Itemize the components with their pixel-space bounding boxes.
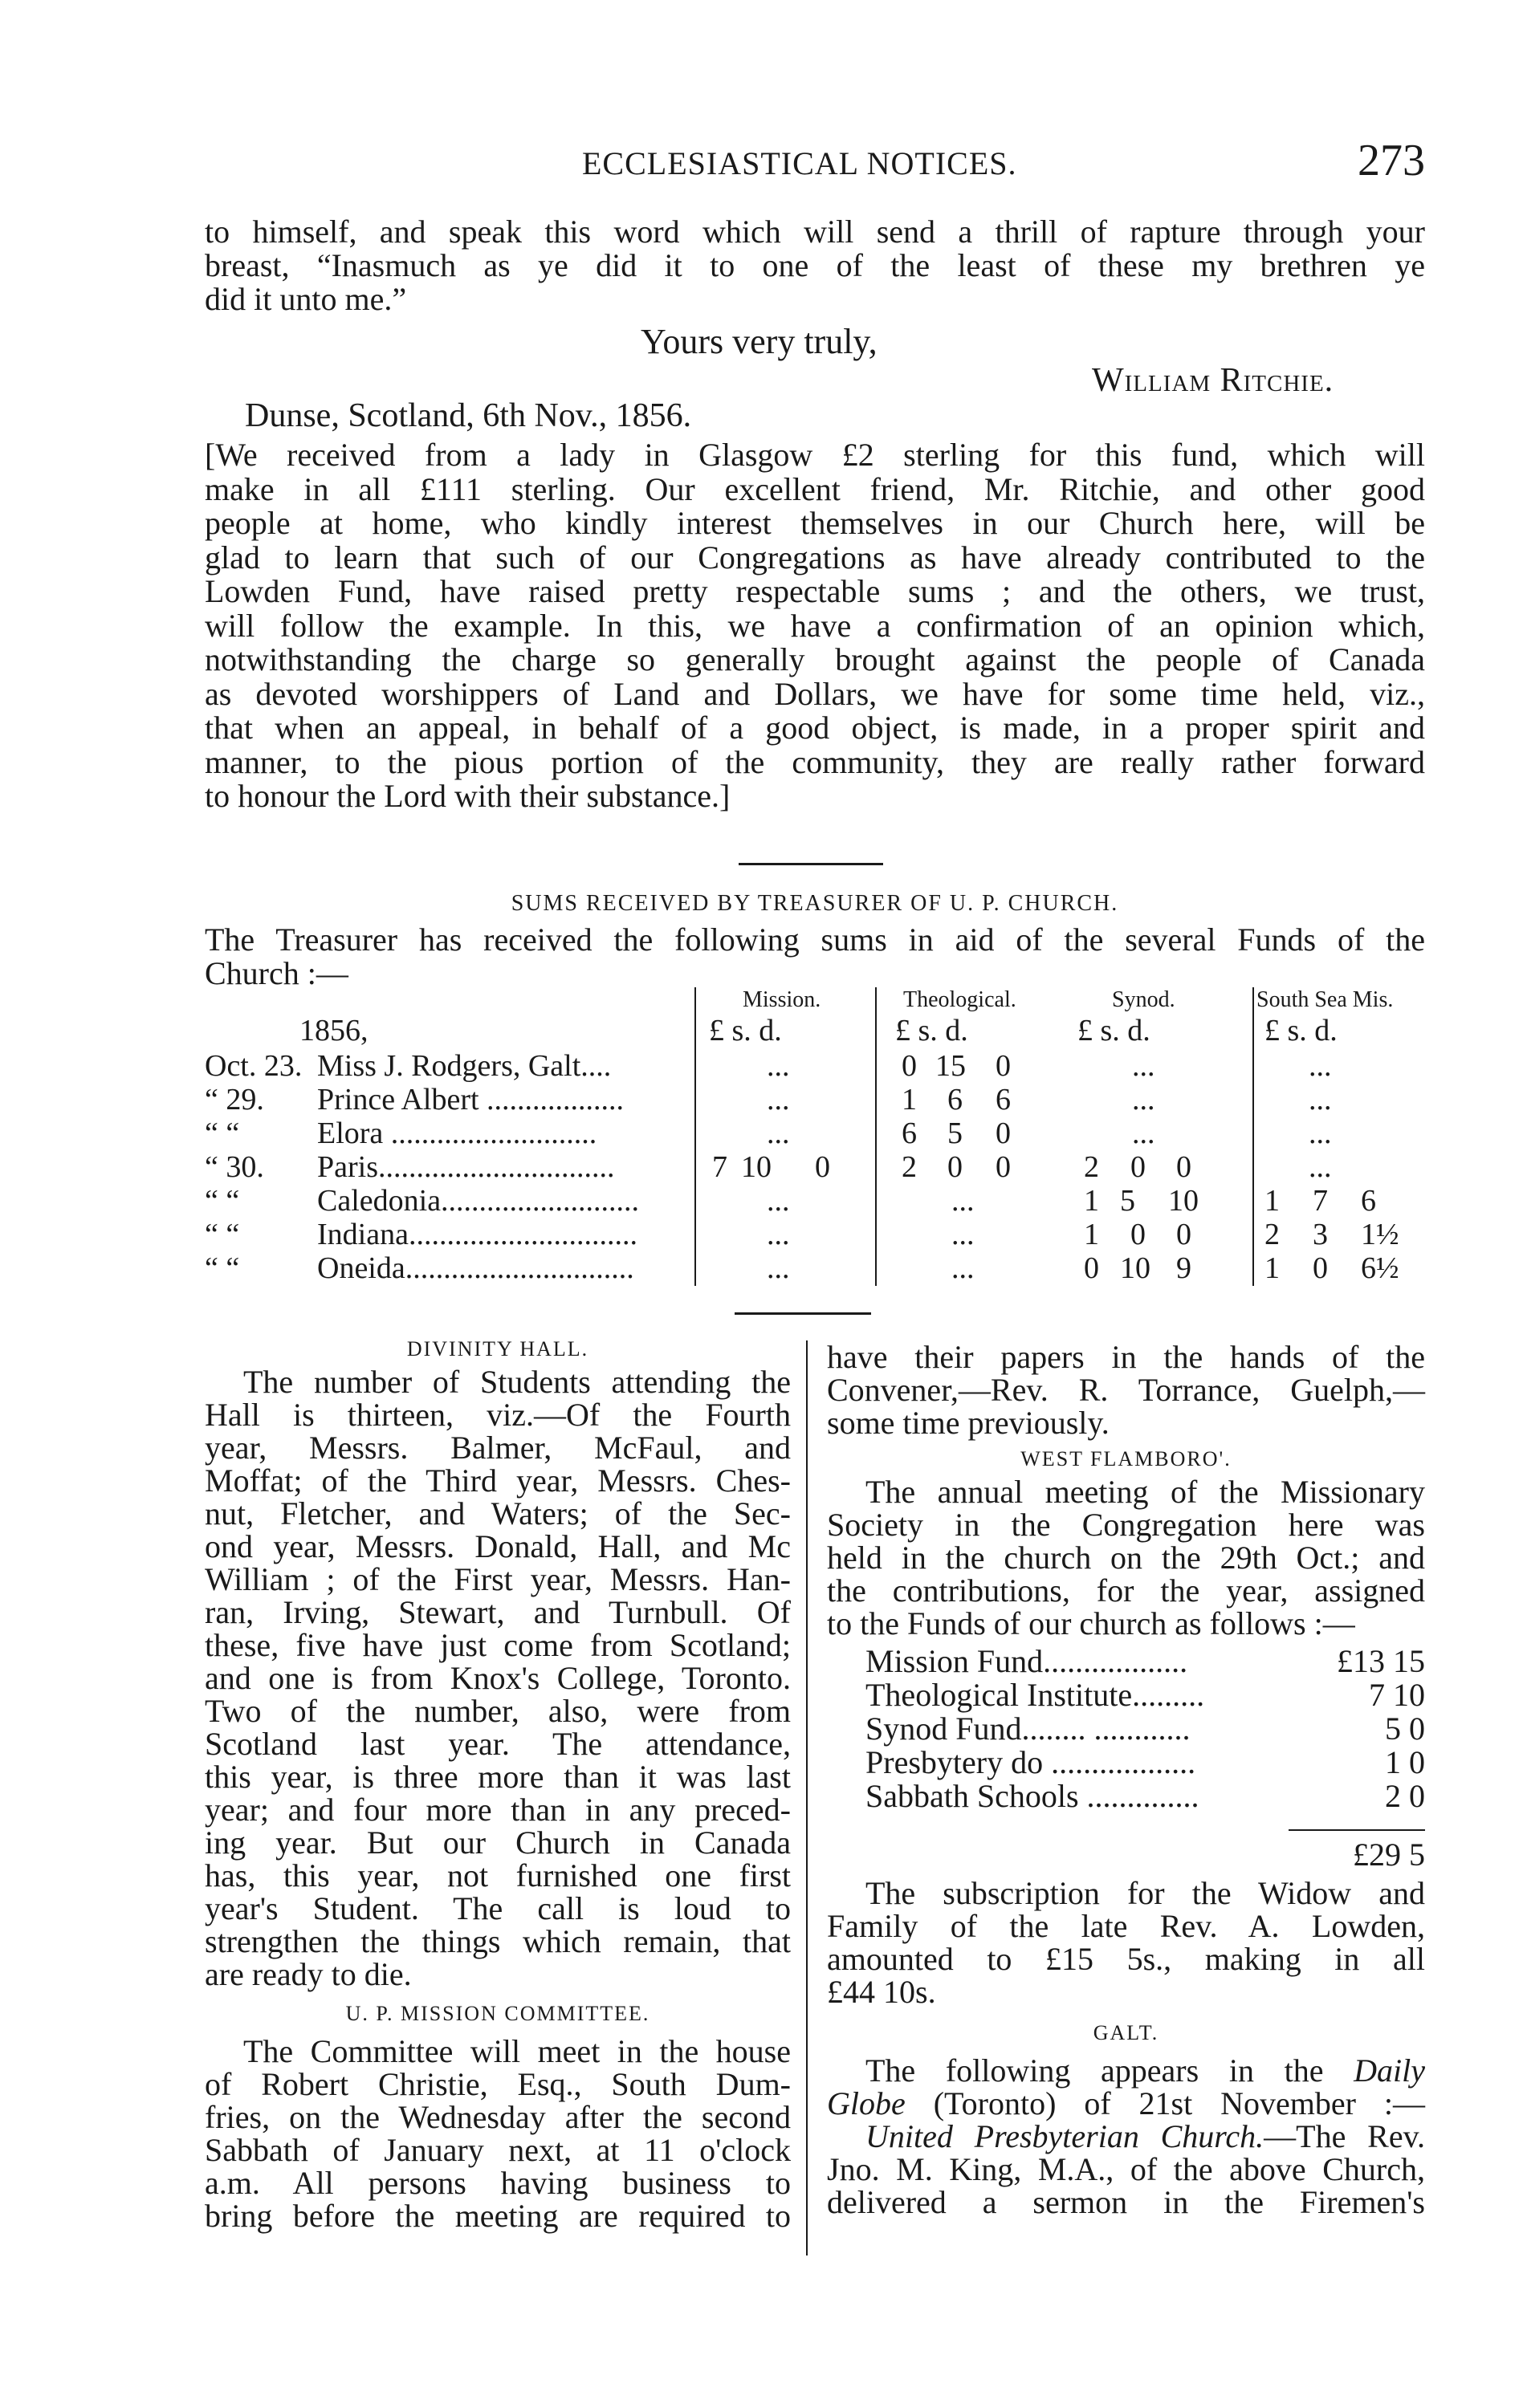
galt-line bbox=[827, 2120, 1425, 2153]
editor-note-line: that when an appeal, in behalf of a good object, is made, in a proper spirit and bbox=[205, 710, 1425, 746]
row-date: “ 29. bbox=[205, 1083, 264, 1117]
synod-value: ... bbox=[1132, 1117, 1155, 1150]
letter-dateline: Dunse, Scotland, 6th Nov., 1856. bbox=[245, 397, 692, 434]
theological-value: ... bbox=[951, 1251, 975, 1285]
table-row bbox=[205, 1217, 1425, 1252]
editor-note-line: as devoted worshippers of Land and Dollars, we have for some time held, viz., bbox=[205, 675, 1425, 712]
theological-pounds: 0 bbox=[902, 1049, 917, 1083]
column-header-synod: Synod. bbox=[1112, 987, 1175, 1012]
editor-note-line: make in all £111 sterling. Our excellent friend, Mr. Ritchie, and other good bbox=[205, 470, 1425, 507]
theological-shillings: 0 bbox=[947, 1150, 963, 1184]
theological-pounds: 2 bbox=[902, 1150, 917, 1184]
synod-value: ... bbox=[1132, 1049, 1155, 1083]
section-rule bbox=[739, 863, 883, 865]
divinity-hall-line: Moffat; of the Third year, Messrs. Ches- bbox=[205, 1462, 791, 1499]
column-header-south-sea: South Sea Mis. bbox=[1256, 987, 1394, 1012]
mission-value: ... bbox=[767, 1049, 790, 1083]
newspaper-name: Daily bbox=[1354, 2052, 1425, 2089]
letter-line: breast, “Inasmuch as ye did it to one of the least of these my brethren ye bbox=[205, 247, 1425, 283]
synod-pence: 9 bbox=[1176, 1251, 1191, 1285]
row-name: Caledonia.......................... bbox=[317, 1184, 640, 1218]
mission-pence: 0 bbox=[815, 1150, 830, 1184]
synod-pounds: 0 bbox=[1084, 1251, 1099, 1285]
theological-pence: 0 bbox=[996, 1049, 1011, 1083]
south-sea-value: ... bbox=[1309, 1150, 1332, 1184]
west-flamboro-line: to the Funds of our church as follows :— bbox=[827, 1605, 1355, 1641]
page-header bbox=[205, 135, 1425, 191]
divinity-hall-line: strengthen the things which remain, that bbox=[205, 1923, 791, 1959]
table-row bbox=[205, 1251, 1425, 1286]
table-row bbox=[205, 1048, 1425, 1084]
table-row bbox=[205, 1149, 1425, 1185]
newspaper-name: Globe bbox=[827, 2085, 906, 2121]
letter-closing: Yours very truly, bbox=[641, 322, 878, 361]
table-row bbox=[205, 1116, 1425, 1151]
editor-note bbox=[205, 438, 1425, 814]
theological-value: ... bbox=[951, 1218, 975, 1251]
right-column-line: Convener,—Rev. R. Torrance, Guelph,— bbox=[827, 1372, 1425, 1408]
editor-note-line: glad to learn that such of our Congregations as have already contributed to the bbox=[205, 539, 1425, 576]
row-date: Oct. 23. bbox=[205, 1049, 303, 1083]
letter-text bbox=[205, 215, 1425, 316]
editor-note-line: manner, to the pious portion of the community, they are really rather forward bbox=[205, 743, 1425, 780]
sums-heading: SUMS RECEIVED BY TREASURER OF U. P. CHURCH. bbox=[511, 891, 1119, 916]
synod-pence: 10 bbox=[1168, 1184, 1199, 1218]
divinity-hall-line: year; and four more than in any preced- bbox=[205, 1792, 791, 1828]
divinity-hall-line: this year, is three more than it was last bbox=[205, 1759, 791, 1795]
contribution-label: Theological Institute......... bbox=[865, 1677, 1205, 1713]
synod-pence: 0 bbox=[1176, 1218, 1191, 1251]
divinity-hall-line: ing year. But our Church in Canada bbox=[205, 1824, 791, 1861]
editor-note-line: will follow the example. In this, we have a confirmation of an opinion which, bbox=[205, 607, 1425, 644]
divinity-hall-line: Hall is thirteen, viz.—Of the Fourth bbox=[205, 1397, 791, 1433]
south-sea-pence: 1½ bbox=[1361, 1218, 1399, 1251]
left-column bbox=[205, 1332, 791, 2232]
editor-note-line: notwithstanding the charge so generally brought against the people of Canada bbox=[205, 641, 1425, 677]
south-sea-pence: 6½ bbox=[1361, 1251, 1399, 1285]
row-name: Indiana.............................. bbox=[317, 1218, 637, 1251]
divinity-hall-line: has, this year, not furnished one first bbox=[205, 1857, 791, 1893]
column-header-theological: Theological. bbox=[903, 987, 1016, 1012]
divinity-hall-line: ran, Irving, Stewart, and Turnbull. Of bbox=[205, 1594, 791, 1630]
row-name: Oneida.............................. bbox=[317, 1251, 634, 1285]
table-year: 1856, bbox=[299, 1014, 369, 1047]
divinity-hall-line: William ; of the First year, Messrs. Han- bbox=[205, 1561, 791, 1597]
mission-committee-line: a.m. All persons having business to bbox=[205, 2165, 791, 2201]
right-column-line: some time previously. bbox=[827, 1405, 1110, 1441]
south-sea-pounds: 1 bbox=[1264, 1184, 1280, 1218]
galt-heading: GALT. bbox=[1093, 2021, 1159, 2044]
row-name: Elora ........................... bbox=[317, 1117, 597, 1150]
sums-intro-line: Church :— bbox=[205, 955, 348, 991]
mission-value: ... bbox=[767, 1251, 790, 1285]
synod-shillings: 10 bbox=[1120, 1251, 1150, 1285]
divinity-hall-line: these, five have just come from Scotland; bbox=[205, 1627, 791, 1663]
mission-committee-heading: U. P. MISSION COMMITTEE. bbox=[345, 2002, 650, 2025]
theological-pence: 0 bbox=[996, 1117, 1011, 1150]
column-divider bbox=[806, 1340, 808, 2255]
editor-note-line: to honour the Lord with their substance.] bbox=[205, 778, 731, 814]
running-head: ECCLESIASTICAL NOTICES. bbox=[582, 145, 1017, 181]
divinity-hall-line: Two of the number, also, were from bbox=[205, 1693, 791, 1729]
column-units-south-sea: £ s. d. bbox=[1264, 1014, 1338, 1047]
right-column bbox=[827, 1340, 1425, 2219]
theological-shillings: 5 bbox=[947, 1117, 963, 1150]
galt-line: Jno. M. King, M.A., of the above Church, bbox=[827, 2151, 1425, 2187]
contribution-amount: 7 10 bbox=[1369, 1677, 1425, 1713]
mission-shillings: 10 bbox=[741, 1150, 772, 1184]
row-date: “ “ bbox=[205, 1117, 240, 1150]
mission-committee-line: The Committee will meet in the house bbox=[243, 2033, 791, 2069]
galt-line: delivered a sermon in the Firemen's bbox=[827, 2184, 1425, 2220]
south-sea-shillings: 7 bbox=[1313, 1184, 1328, 1218]
galt-text: (Toronto) of 21st November :— bbox=[933, 2085, 1426, 2121]
row-date: “ “ bbox=[205, 1251, 240, 1285]
galt-text: —The Rev. bbox=[1264, 2118, 1425, 2154]
editor-note-line: [We received from a lady in Glasgow £2 sterling for this fund, which will bbox=[205, 437, 1425, 473]
synod-pounds: 2 bbox=[1084, 1150, 1099, 1184]
contributions-total: £29 5 bbox=[1353, 1837, 1425, 1873]
theological-pounds: 1 bbox=[902, 1083, 917, 1117]
editor-note-line: Lowden Fund, have raised pretty respectable sums ; and the others, we trust, bbox=[205, 573, 1425, 609]
mission-value: ... bbox=[767, 1117, 790, 1150]
right-column-line: have their papers in the hands of the bbox=[827, 1339, 1425, 1375]
south-sea-value: ... bbox=[1309, 1083, 1332, 1117]
mission-committee-line: of Robert Christie, Esq., South Dum- bbox=[205, 2066, 791, 2102]
table-row bbox=[205, 1082, 1425, 1117]
theological-pence: 6 bbox=[996, 1083, 1011, 1117]
column-header-mission: Mission. bbox=[743, 987, 821, 1012]
contribution-amount: £13 15 bbox=[1337, 1643, 1425, 1679]
west-flamboro-line: Society in the Congregation here was bbox=[827, 1507, 1425, 1543]
table-row bbox=[205, 1183, 1425, 1218]
contribution-amount: 2 0 bbox=[1385, 1778, 1425, 1814]
synod-shillings: 0 bbox=[1130, 1150, 1146, 1184]
west-flamboro-after-line: Family of the late Rev. A. Lowden, bbox=[827, 1908, 1425, 1944]
divinity-hall-line: are ready to die. bbox=[205, 1956, 412, 1992]
theological-shillings: 15 bbox=[935, 1049, 966, 1083]
row-name: Prince Albert .................. bbox=[317, 1083, 625, 1117]
mission-committee-line: fries, on the Wednesday after the second bbox=[205, 2099, 791, 2135]
theological-shillings: 6 bbox=[947, 1083, 963, 1117]
divinity-hall-line: and one is from Knox's College, Toronto. bbox=[205, 1660, 791, 1696]
theological-pence: 0 bbox=[996, 1150, 1011, 1184]
divinity-hall-line: year's Student. The call is loud to bbox=[205, 1890, 791, 1926]
contribution-label: Mission Fund.................. bbox=[865, 1643, 1188, 1679]
synod-pounds: 1 bbox=[1084, 1218, 1099, 1251]
row-name: Paris............................... bbox=[317, 1150, 615, 1184]
divinity-hall-line: The number of Students attending the bbox=[243, 1364, 791, 1400]
mission-value: ... bbox=[767, 1083, 790, 1117]
synod-shillings: 0 bbox=[1130, 1218, 1146, 1251]
mission-value: ... bbox=[767, 1218, 790, 1251]
row-name: Miss J. Rodgers, Galt.... bbox=[317, 1049, 612, 1083]
mission-committee-line: Sabbath of January next, at 11 o'clock bbox=[205, 2132, 791, 2168]
west-flamboro-after-line: £44 10s. bbox=[827, 1974, 936, 2010]
mission-value: ... bbox=[767, 1184, 790, 1218]
letter-line: to himself, and speak this word which will send a thrill of rapture through your bbox=[205, 214, 1425, 250]
synod-shillings: 5 bbox=[1120, 1184, 1135, 1218]
contributions-list bbox=[827, 1645, 1425, 1821]
section-rule bbox=[735, 1312, 871, 1315]
column-units-theological: £ s. d. bbox=[895, 1014, 968, 1047]
divinity-hall-line: year, Messrs. Balmer, McFaul, and bbox=[205, 1430, 791, 1466]
galt-line bbox=[827, 2054, 1425, 2087]
synod-value: ... bbox=[1132, 1083, 1155, 1117]
row-date: “ 30. bbox=[205, 1150, 264, 1184]
row-date: “ “ bbox=[205, 1184, 240, 1218]
south-sea-pounds: 2 bbox=[1264, 1218, 1280, 1251]
row-date: “ “ bbox=[205, 1218, 240, 1251]
south-sea-shillings: 0 bbox=[1313, 1251, 1328, 1285]
west-flamboro-line: the contributions, for the year, assigned bbox=[827, 1572, 1425, 1609]
galt-line bbox=[827, 2087, 1425, 2120]
theological-value: ... bbox=[951, 1184, 975, 1218]
total-rule bbox=[1289, 1829, 1425, 1831]
south-sea-value: ... bbox=[1309, 1117, 1332, 1150]
church-name: United Presbyterian Church. bbox=[865, 2118, 1264, 2154]
funds-table bbox=[205, 987, 1425, 1292]
west-flamboro-line: held in the church on the 29th Oct.; and bbox=[827, 1540, 1425, 1576]
divinity-hall-heading: DIVINITY HALL. bbox=[406, 1337, 589, 1361]
contribution-label: Sabbath Schools .............. bbox=[865, 1778, 1199, 1814]
letter-line: did it unto me.” bbox=[205, 281, 407, 317]
mission-committee-line: bring before the meeting are required to bbox=[205, 2198, 791, 2234]
divinity-hall-line: Scotland last year. The attendance, bbox=[205, 1726, 791, 1762]
letter-signature: William Ritchie. bbox=[1092, 362, 1334, 399]
contribution-label: Synod Fund........ ............ bbox=[865, 1710, 1191, 1747]
south-sea-pence: 6 bbox=[1361, 1184, 1376, 1218]
west-flamboro-after-line: The subscription for the Widow and bbox=[865, 1875, 1425, 1911]
sums-intro-line: The Treasurer has received the following sums in aid of the several Funds of the bbox=[205, 921, 1425, 958]
south-sea-value: ... bbox=[1309, 1049, 1332, 1083]
divinity-hall-line: ond year, Messrs. Donald, Hall, and Mc bbox=[205, 1528, 791, 1564]
contribution-amount: 5 0 bbox=[1385, 1710, 1425, 1747]
mission-pounds: 7 bbox=[712, 1150, 727, 1184]
divinity-hall-line: nut, Fletcher, and Waters; of the Sec- bbox=[205, 1495, 791, 1531]
south-sea-shillings: 3 bbox=[1313, 1218, 1328, 1251]
synod-pounds: 1 bbox=[1084, 1184, 1099, 1218]
south-sea-pounds: 1 bbox=[1264, 1251, 1280, 1285]
editor-note-line: people at home, who kindly interest themselves in our Church here, will be bbox=[205, 505, 1425, 541]
column-units-mission: £ s. d. bbox=[709, 1014, 782, 1047]
page-number: 273 bbox=[1358, 136, 1425, 185]
west-flamboro-line: The annual meeting of the Missionary bbox=[865, 1474, 1425, 1510]
sums-intro bbox=[205, 923, 1425, 990]
column-units-synod: £ s. d. bbox=[1077, 1014, 1150, 1047]
west-flamboro-after-line: amounted to £15 5s., making in all bbox=[827, 1941, 1425, 1977]
galt-text: The following appears in the bbox=[865, 2052, 1324, 2089]
theological-pounds: 6 bbox=[902, 1117, 917, 1150]
contribution-amount: 1 0 bbox=[1385, 1744, 1425, 1780]
west-flamboro-heading: WEST FLAMBORO'. bbox=[1020, 1447, 1232, 1470]
synod-pence: 0 bbox=[1176, 1150, 1191, 1184]
contribution-label: Presbytery do .................. bbox=[865, 1744, 1196, 1780]
